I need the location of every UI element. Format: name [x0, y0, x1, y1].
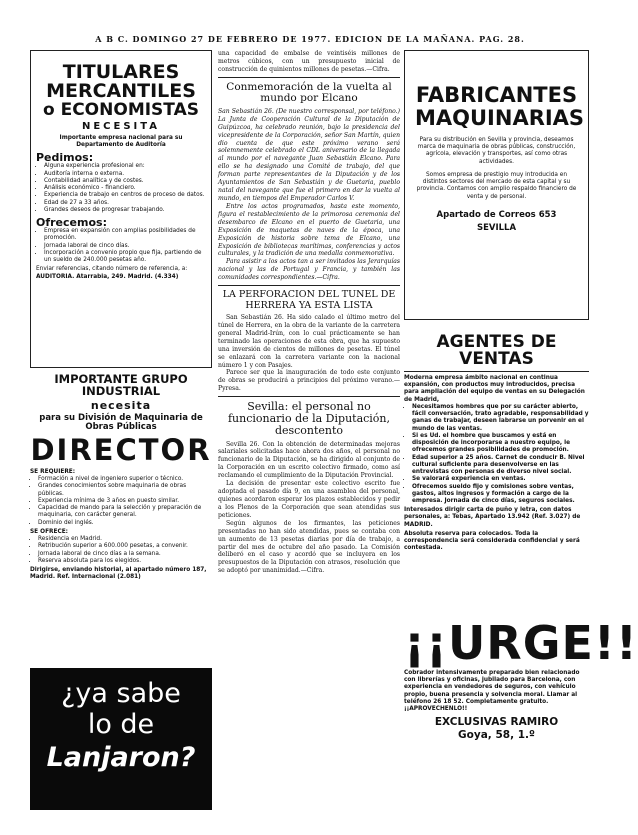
left-column	[30, 50, 212, 810]
list-item: • Experiencia mínima de 3 años en puesto similar.	[38, 498, 212, 505]
lanjaron-ad	[30, 668, 212, 810]
sevilla-text: SEVILLA	[476, 223, 517, 234]
pedimos-list	[36, 163, 206, 214]
fabricantes-ad	[404, 50, 589, 320]
titulares-heading: TITULARES	[62, 61, 180, 83]
list-item: • Edad de 27 a 33 años.	[44, 200, 206, 207]
list-item: • Retribución superior a 600.000 pesetas, a convenir.	[38, 543, 212, 550]
list-item: • Auditoría interna o externa.	[44, 171, 206, 178]
list-item: • Jornada laboral de cinco días.	[44, 243, 206, 250]
list-item: • Formación a nivel de ingeniero superior o técnico.	[38, 476, 212, 483]
right-column	[404, 50, 638, 835]
middle-column	[218, 50, 400, 820]
sevilla-paragraph: Según algunos de los firmantes, las peticiones presentadas no han sido atendidas, pues se contaba con un aumento de 13 pesetas diarias por día de trabajo, a partir del mes de octubre del año pasado. La Comisión deliberó en el caso y acordó que se incluyera en los presupuestos de la Diputación con atrasos, resolución que se adoptó por unanimidad.—Cifra.	[218, 519, 400, 575]
ofrece-list	[30, 536, 212, 565]
address-text: Goya, 58, 1.º	[458, 728, 535, 741]
intro-paragraph: una capacidad de embalse de veintiséis millones de metros cúbicos, con un presupuesto inicial de construcción de quinientos millones de pesetas.—Cifra.	[218, 50, 400, 73]
divider	[404, 371, 589, 372]
director-contact: Dirigirse, enviando historial, al apartado número 187, Madrid. Ref. Internacional (2.081)	[30, 567, 207, 581]
list-item: • Contabilidad analítica y de costes.	[44, 178, 206, 185]
fabricantes-heading: FABRICANTES	[415, 83, 578, 107]
list-item: • Reserva absoluta para los elegidos.	[38, 558, 212, 565]
requiere-label: SE REQUIERE:	[30, 469, 76, 475]
ofrece-label: SE OFRECE:	[30, 528, 68, 535]
list-item: • Residencia en Madrid.	[38, 536, 212, 543]
titulares-ad	[30, 50, 212, 368]
list-item: • Dominio del inglés.	[38, 520, 212, 527]
exclusivas-text: EXCLUSIVAS RAMIRO	[434, 716, 559, 729]
agentes-list	[404, 404, 589, 505]
divider	[218, 396, 400, 397]
titulares-ref: AUDITORIA. Atarrabia, 249. Madrid. (4.334)	[36, 273, 179, 280]
list-item: • Grandes conocimientos sobre maquinaria de obras públicas.	[38, 483, 212, 497]
mercantiles-heading: MERCANTILES	[46, 80, 196, 102]
elcano-paragraph: Entre los actos programados, hasta este momento, figura el restablecimiento de la primorosa ceremonia del desembarco de Elcano en el puerto de Guetaria, una Exposición de maquetas de naves de la época, una Exposición de historia sobre tema de Elcano, una Exposición de bibliotecas marítimas, conferencias y actos culturales, y la tradición de una medalla conmemorativa.	[218, 202, 400, 258]
urge-heading: ¡¡URGE!!	[404, 616, 638, 670]
list-item: • Ofrecemos sueldo fijo y comisiones sobre ventas, gastos, altos ingresos y formación a cargo de la empresa. Jornada de cinco días, seguros sociales.	[412, 484, 589, 506]
agentes-heading: AGENTES DE VENTAS	[436, 332, 557, 369]
elcano-paragraph: San Sebastián 26. (De nuestro corresponsal, por teléfono.) La Junta de Cooperación Cultural de la Diputación de Guipúzcoa, ha celebrado reunión, bajo la presidencia del vicepresidente de la Corporación, señor San Martín, quien dio cuenta de que este próximo verano será solemnemente celebrado el CDL aniversario de la llegada al mundo por el navegante Juan Sebastián Elcano. Para ello se ha designado una Comité de trabajo, del que forman parte representantes de la Diputación y de los Ayuntamientos de San Sebastián y de Guetaria, pueblo natal del navegante que fue el primero en dar la vuelta al mundo, en tiempos del Emperador Carlos V.	[218, 107, 400, 202]
list-item: • Necesitamos hombres que por su carácter abierto, fácil conversación, trato agradable, responsabilidad y ganas de trabajar, deseen labrarse un porvenir en el mundo de las ventas.	[412, 404, 589, 433]
requiere-list	[30, 476, 212, 527]
agentes-ad	[404, 334, 589, 604]
director-necesita: necesita	[90, 399, 152, 412]
list-item: • Experiencia de trabajo en centros de proceso de datos.	[44, 192, 206, 199]
tunel-paragraph: Parece ser que la inauguración de todo este conjunto de obras se producirá a principios del próximo verano.—Pyresa.	[218, 369, 400, 393]
list-item: • Jornada laboral de cinco días a la semana.	[38, 551, 212, 558]
elcano-paragraph: Para asistir a los actos tan a ser invitados las Jerarquías nacional y las de Portugal y Francia, y también las comunidades correspondientes.—Cifra.	[218, 258, 400, 282]
sevilla-paragraph: Sevilla 26. Con la obtención de determinadas mejoras salariales solicitadas hace ahora dos años, el personal no funcionario de la Diputación, se ha dirigido al conjunto de la Corporación en un escrito colectivo firmado, como así reclamando el cumplimiento de la Diputación Provincial.	[218, 440, 400, 480]
list-item: • Capacidad de mando para la selección y preparación de maquinaria, con carácter general.	[38, 505, 212, 519]
director-heading: DIRECTOR	[30, 433, 212, 467]
tunel-paragraph: San Sebastián 26. Ha sido calado el último metro del túnel de Herrera, en la obra de la variante de la carretera general Madrid-Irún, con lo cual prácticamente se han terminado las operaciones de esta obra, que ha supuesto una inversión de cientos de millones de pesetas. El túnel se enlazará con la carretera variante con la nacional número 1 y con Pasajes.	[218, 314, 400, 369]
lanjaron-brand: Lanjaron?	[46, 742, 196, 773]
tunel-headline: LA PERFORACION DEL TUNEL DE HERRERA YA ESTA LISTA	[222, 289, 396, 311]
list-item: • Grandes deseos de progresar trabajando.	[44, 207, 206, 214]
list-item: • Empresa en expansión con amplias posibilidades de promoción.	[44, 228, 206, 242]
titulares-intro: Importante empresa nacional para su Departamento de Auditoría	[59, 135, 183, 149]
apartado-text: Apartado de Correos 653	[436, 209, 557, 220]
divider	[218, 77, 400, 78]
fabricantes-text: Para su distribución en Sevilla y provincia, deseamos marca de maquinaria de obras públicas, construcción, agrícola, elevación y transportes, así como otras actividades.	[417, 137, 576, 165]
divider	[218, 285, 400, 286]
list-item: • Se valorará experiencia en ventas.	[412, 476, 589, 483]
titulares-enviar: Enviar referencias, citando número de referencia, a:	[36, 266, 188, 273]
maquinarias-heading: MAQUINARIAS	[415, 106, 585, 130]
fabricantes-text: Somos empresa de prestigio muy introducida en distintos sectores del mercado de esta capital y su provincia. Contamos con amplio respaldo financiero de venta y de personal.	[416, 171, 577, 200]
sevilla-headline: Sevilla: el personal no funcionario de la Diputación, descontento	[227, 400, 391, 438]
ofrecemos-list	[36, 228, 206, 264]
director-ad	[30, 374, 212, 654]
urge-text: Cobrador intensivamente preparado bien relacionado con librerías y oficinas, jubilado para Barcelona, con experiencia en vendedores de seguros, con vehículo propio, buena presencia y solvencia moral. Llamar al teléfono 26 18 52. Completamente gratuito. ¡¡APROVECHENLO!!	[404, 670, 580, 713]
list-item: • Alguna experiencia profesional en:	[44, 163, 206, 170]
list-item: • Incorporación a convenio propio que fija, partiendo de un sueldo de 240.000 pesetas año.	[44, 250, 206, 264]
list-item: • Análisis económico - financiero.	[44, 185, 206, 192]
sevilla-paragraph: La decisión de presentar este colectivo escrito fue adoptada el pasado día 9, en una asamblea del personal, quienes acordaron esperar los plazos establecidos y pedir a los Plenos de la Corporación que sean atendidas sus peticiones.	[218, 480, 400, 519]
urge-ad	[404, 616, 638, 835]
necesita-label: NECESITA	[81, 121, 161, 132]
lanjaron-line2: lo de	[87, 709, 155, 740]
agentes-foot: Absoluta reserva para colocados. Toda la correspondencia será considerada confidencial y será contestada.	[404, 530, 580, 552]
economistas-heading: o ECONOMISTAS	[43, 100, 199, 120]
lanjaron-line1: ¿ya sabe	[61, 678, 181, 709]
pedimos-label: Pedimos:	[36, 151, 94, 165]
list-item: • Edad superior a 25 años. Carnet de conducir B. Nivel cultural suficiente para desenvolverse en las entrevistas con personas de diverso nivel social.	[412, 455, 589, 477]
ofrecemos-label: Ofrecemos:	[36, 216, 107, 230]
page-header: A B C. DOMINGO 27 DE FEBRERO DE 1977. EDICION DE LA MAÑANA. PAG. 28.	[95, 34, 525, 44]
agentes-contact: Interesados dirigir carta de puño y letra, con datos personales, a: Tebas, Apartado 13.942 (Ref. 3.027) de MADRID.	[404, 507, 581, 528]
division-text: para su División de Maquinaria de Obras Públicas	[39, 413, 203, 432]
list-item: • Si es Ud. el hombre que buscamos y está en disposición de incorporarse a nuestro equipo, le ofrecemos grandes posibilidades de promoción.	[412, 433, 589, 455]
agentes-intro: Moderna empresa ámbito nacional en continua expansión, con productos muy introducidos, precisa para ampliación del equipo de ventas en su Delegación de Madrid,	[404, 375, 585, 403]
elcano-headline: Conmemoración de la vuelta al mundo por Elcano	[226, 80, 392, 105]
grupo-industrial-heading: IMPORTANTE GRUPO INDUSTRIAL	[54, 372, 188, 398]
